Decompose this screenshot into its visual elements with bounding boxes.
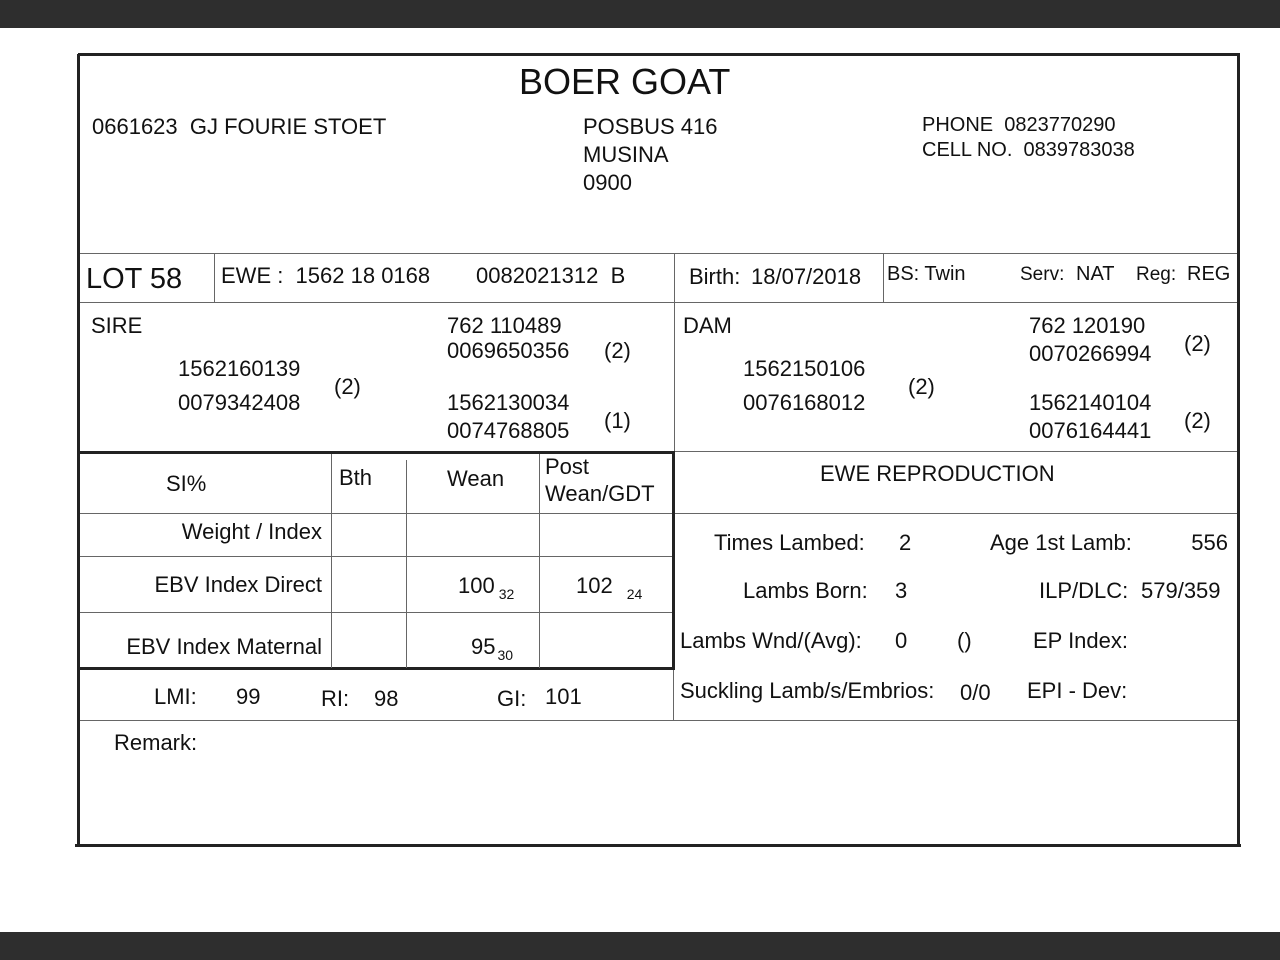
dam-sire-id: 762 120190 xyxy=(1029,313,1146,338)
frame-right xyxy=(1237,54,1240,846)
gi-label: GI: xyxy=(497,686,527,711)
vrule-ebv-right xyxy=(672,451,675,670)
rule-pedigree-bottom xyxy=(674,451,1237,452)
ebv-maternal-wean xyxy=(471,634,514,663)
rule-ebv-bottom xyxy=(80,667,674,670)
address-line-2: MUSINA xyxy=(583,142,669,167)
gi-value: 101 xyxy=(545,684,582,709)
rule-repro-header xyxy=(674,513,1237,514)
sire-id: 1562160139 xyxy=(178,356,301,381)
times-lambed-value: 2 xyxy=(899,530,912,555)
ebv-direct-wean-value: 100 xyxy=(458,573,495,598)
vrule-wean xyxy=(406,460,407,668)
lambs-born-value: 3 xyxy=(895,578,908,603)
rule-ebv-header xyxy=(80,513,674,514)
ewe-id: EWE : 1562 18 0168 xyxy=(221,263,431,288)
ebv-direct-wean xyxy=(458,573,515,602)
birth-label: Birth: xyxy=(689,264,741,289)
sire-sire-id: 762 110489 xyxy=(447,313,562,338)
vrule-lot xyxy=(214,253,215,303)
remark-label: Remark: xyxy=(114,730,198,755)
dam-id: 1562150106 xyxy=(743,356,866,381)
ebv-direct-post xyxy=(576,573,643,602)
rule-ebv-row2 xyxy=(80,612,674,613)
ebv-maternal-wean-accuracy: 30 xyxy=(497,647,514,663)
address-line-3: 0900 xyxy=(583,170,632,195)
sire-sire-count: (2) xyxy=(604,338,631,363)
ebv-header-si: SI% xyxy=(166,471,207,496)
times-lambed-label: Times Lambed: xyxy=(714,530,865,555)
vrule-bth xyxy=(331,454,332,668)
dam-sire-code: 0070266994 xyxy=(1029,341,1152,366)
lambs-wnd-value: 0 xyxy=(895,628,908,653)
lot-number: LOT 58 xyxy=(86,263,183,295)
reg-value: REG xyxy=(1187,263,1231,285)
phone-number: PHONE 0823770290 xyxy=(922,114,1116,136)
dam-code: 0076168012 xyxy=(743,390,866,415)
lambs-wnd-avg: () xyxy=(957,628,972,653)
vrule-post xyxy=(539,454,540,668)
ebv-header-wean: Wean xyxy=(447,466,505,491)
lambs-born-label: Lambs Born: xyxy=(743,578,868,603)
ebv-direct-wean-accuracy: 32 xyxy=(498,586,515,602)
dam-label: DAM xyxy=(683,313,732,338)
sire-dam-count: (1) xyxy=(604,408,631,433)
ebv-row-label: Weight / Index xyxy=(181,519,322,544)
dam-dam-code: 0076164441 xyxy=(1029,418,1152,443)
rule-lot-top xyxy=(80,253,1237,254)
vrule-indices xyxy=(673,670,674,721)
rule-ebv-row1 xyxy=(80,556,674,557)
ewe-code: 0082021312 B xyxy=(476,263,626,288)
reg-label: Reg: xyxy=(1136,264,1177,285)
frame-top xyxy=(78,53,1240,56)
ebv-header-post: Post xyxy=(545,454,590,479)
age-first-lamb-value: 556 xyxy=(1191,530,1228,555)
birth-status: BS: Twin xyxy=(887,263,966,285)
ebv-direct-post-value: 102 xyxy=(576,573,613,598)
ebv-header-bth: Bth xyxy=(339,465,373,490)
ri-value: 98 xyxy=(374,686,399,711)
dam-dam-id: 1562140104 xyxy=(1029,390,1152,415)
frame-bottom xyxy=(75,844,1241,847)
dam-dam-count: (2) xyxy=(1184,408,1211,433)
ebv-row-label: EBV Index Direct xyxy=(154,572,322,597)
dam-sire-count: (2) xyxy=(1184,331,1211,356)
frame-left xyxy=(77,54,80,846)
vrule-mid-lot xyxy=(674,253,675,451)
rule-lot-bottom xyxy=(80,302,1237,303)
birth-date: 18/07/2018 xyxy=(751,264,862,289)
breeder-name: 0661623 GJ FOURIE STOET xyxy=(92,114,387,139)
sire-label: SIRE xyxy=(91,313,143,338)
ilp-dlc-value: 579/359 xyxy=(1141,578,1221,603)
repro-title: EWE REPRODUCTION xyxy=(820,461,1055,486)
vrule-bs xyxy=(883,253,884,303)
epi-dev-label: EPI - Dev: xyxy=(1027,678,1128,703)
ep-index-label: EP Index: xyxy=(1033,628,1128,653)
ebv-maternal-wean-value: 95 xyxy=(471,634,496,659)
serv-label: Serv: xyxy=(1020,264,1065,285)
sire-sire-code: 0069650356 xyxy=(447,338,570,363)
lmi-label: LMI: xyxy=(154,684,197,709)
rule-indices-bottom xyxy=(80,720,1237,721)
sire-dam-id: 1562130034 xyxy=(447,390,570,415)
ri-label: RI: xyxy=(321,686,350,711)
cell-number: CELL NO. 0839783038 xyxy=(922,139,1135,161)
serv-value: NAT xyxy=(1076,263,1115,285)
page-title: BOER GOAT xyxy=(519,61,731,102)
dam-count: (2) xyxy=(908,374,935,399)
age-first-lamb-label: Age 1st Lamb: xyxy=(990,530,1132,555)
sire-count: (2) xyxy=(334,374,361,399)
suckling-label: Suckling Lamb/s/Embrios: xyxy=(680,678,935,703)
sire-dam-code: 0074768805 xyxy=(447,418,570,443)
sire-code: 0079342408 xyxy=(178,390,301,415)
address-line-1: POSBUS 416 xyxy=(583,114,718,139)
ilp-dlc-label: ILP/DLC: xyxy=(1039,578,1129,603)
lmi-value: 99 xyxy=(236,684,261,709)
suckling-value: 0/0 xyxy=(960,680,991,705)
ebv-direct-post-accuracy: 24 xyxy=(626,586,643,602)
ebv-header-post-wean: Wean/GDT xyxy=(545,481,655,506)
lambs-wnd-label: Lambs Wnd/(Avg): xyxy=(680,628,862,653)
ebv-row-label: EBV Index Maternal xyxy=(126,634,322,659)
